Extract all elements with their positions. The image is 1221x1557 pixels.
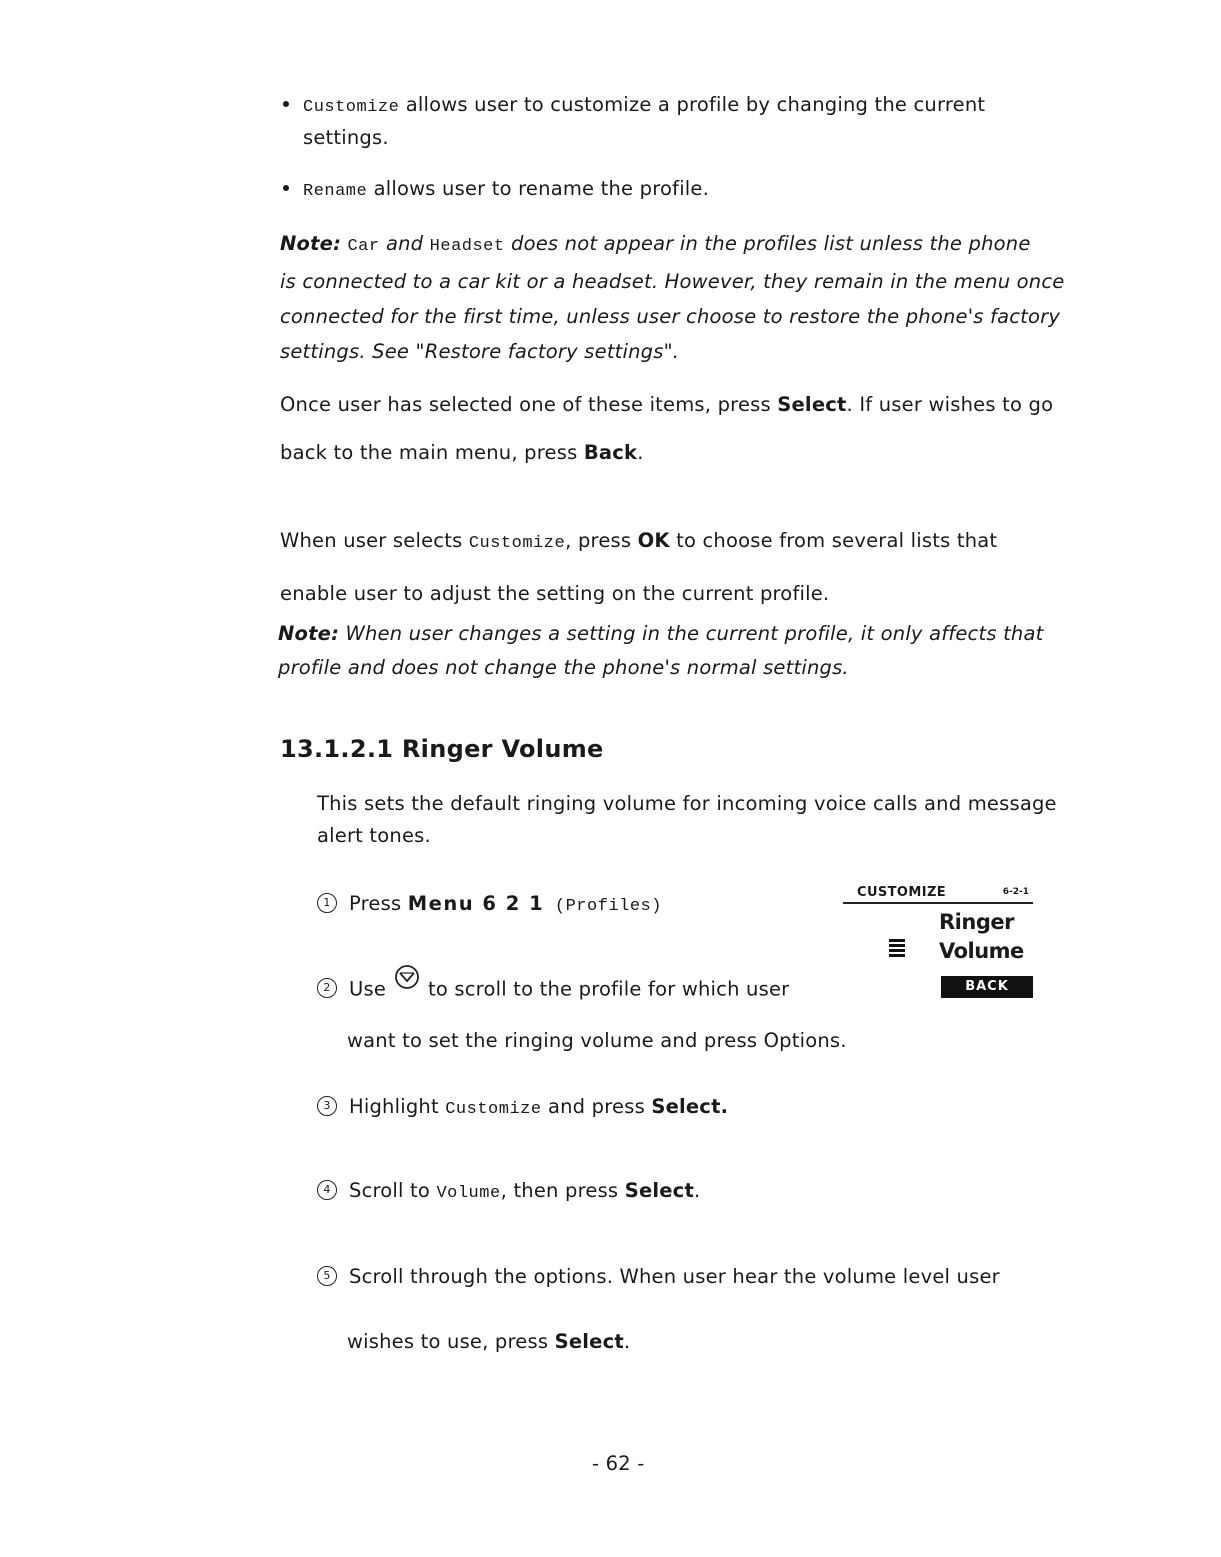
- step-number: 1: [317, 893, 337, 913]
- step-2: [317, 972, 789, 1008]
- phone-screen-image: [843, 884, 1033, 1000]
- bullet-customize-cont: [303, 122, 389, 154]
- step-3: [317, 1091, 728, 1126]
- para-select-back: [280, 381, 1180, 477]
- step-text: and press: [541, 1095, 652, 1118]
- note-label: Note:: [280, 232, 342, 255]
- step-5-cont: [347, 1326, 630, 1358]
- para2-text: When user selects: [280, 529, 469, 552]
- bullet-dot: [283, 101, 289, 107]
- bullet-customize: [283, 89, 1143, 124]
- bullet-text-cont: settings.: [303, 126, 389, 149]
- code-customize: Customize: [445, 1100, 542, 1119]
- para1-text: Once user has selected one of these items, press: [280, 393, 778, 416]
- note1-line2: is connected to a car kit or a headset. However, they remain in the menu once: [280, 270, 1065, 293]
- para1-text: . If user wishes to go: [846, 393, 1054, 416]
- para2-line2: enable user to adjust the setting on the current profile.: [280, 582, 830, 605]
- step-5: [317, 1261, 1000, 1293]
- step-text: Highlight: [349, 1095, 446, 1118]
- bullet-rename: [283, 173, 1143, 208]
- ok-keyword: OK: [637, 529, 670, 552]
- bullet-text: allows user to rename the profile.: [367, 177, 710, 200]
- note1-line4: settings. See "Restore factory settings".: [280, 340, 680, 363]
- section-heading: 13.1.2.1 Ringer Volume: [280, 735, 604, 763]
- note-and: and: [379, 232, 430, 255]
- code-profiles: (Profiles): [544, 897, 662, 916]
- nav-down-key-icon: [392, 964, 422, 1000]
- screen-line-volume: Volume: [939, 939, 1024, 963]
- step-text: wishes to use, press: [347, 1330, 555, 1353]
- step-number: 2: [317, 978, 337, 998]
- screen-line-ringer: Ringer: [939, 910, 1014, 934]
- screen-title-bar: [843, 884, 1033, 904]
- code-headset: Headset: [429, 237, 505, 256]
- note1-text: does not appear in the profiles list unless the phone: [504, 232, 1031, 255]
- select-keyword: Select: [554, 1330, 624, 1353]
- section-intro: [317, 788, 1177, 852]
- bullet-text: allows user to customize a profile by changing the current: [399, 93, 986, 116]
- step-text: Scroll to: [349, 1179, 437, 1202]
- step-text: Scroll through the options. When user hear the volume level user: [349, 1265, 1000, 1288]
- code-car: Car: [347, 237, 380, 256]
- bullet-dot: [283, 185, 289, 191]
- step-text: , then press: [500, 1179, 625, 1202]
- code-customize: Customize: [303, 98, 400, 117]
- code-volume: Volume: [436, 1184, 501, 1203]
- code-rename: Rename: [303, 182, 368, 201]
- intro-line2: alert tones.: [317, 824, 431, 847]
- step-1: [317, 888, 662, 923]
- para2-text: , press: [565, 529, 638, 552]
- note-label: Note:: [278, 622, 340, 645]
- step-number: 4: [317, 1180, 337, 1200]
- note2-line1: [278, 617, 1178, 651]
- select-keyword: Select.: [651, 1095, 729, 1118]
- note2-text: When user changes a setting in the current profile, it only affects that: [339, 622, 1044, 645]
- select-keyword: Select: [777, 393, 847, 416]
- step-text: to scroll to the profile for which user: [428, 977, 790, 1001]
- para2-line1: [280, 516, 1180, 569]
- para1-line1: [280, 381, 1180, 429]
- note-profile-change: [278, 617, 1178, 685]
- step-2-cont: want to set the ringing volume and press Options.: [347, 1029, 847, 1052]
- note-car-headset: [280, 226, 1180, 369]
- step-text: Use: [349, 977, 387, 1001]
- code-customize: Customize: [468, 534, 566, 553]
- para-customize-ok: [280, 516, 1180, 619]
- back-keyword: Back: [583, 441, 638, 464]
- page-number: - 62 -: [592, 1452, 645, 1475]
- para1-text: .: [637, 441, 644, 464]
- volume-level-icon: [889, 939, 905, 961]
- menu-keys: Menu 6 2 1: [407, 892, 545, 915]
- note2-line2: profile and does not change the phone's normal settings.: [278, 656, 849, 679]
- para1-text: back to the main menu, press: [280, 441, 584, 464]
- note1-line1: [280, 226, 1180, 264]
- step-number: 3: [317, 1096, 337, 1116]
- step-text: .: [693, 1179, 701, 1202]
- note1-line3: connected for the first time, unless user choose to restore the phone's factory: [280, 305, 1061, 328]
- intro-line1: This sets the default ringing volume for incoming voice calls and message: [317, 792, 1057, 815]
- screen-title: CUSTOMIZE: [857, 885, 947, 900]
- screen-menu-number: 6-2-1: [1002, 887, 1029, 897]
- screen-back-softkey: BACK: [941, 976, 1033, 998]
- step-text: .: [623, 1330, 631, 1353]
- para1-line2: [280, 429, 1180, 477]
- step-text: Press: [349, 892, 408, 915]
- step-number: 5: [317, 1266, 337, 1286]
- select-keyword: Select: [624, 1179, 694, 1202]
- step-4: [317, 1175, 700, 1210]
- para2-text: to choose from several lists that: [669, 529, 998, 552]
